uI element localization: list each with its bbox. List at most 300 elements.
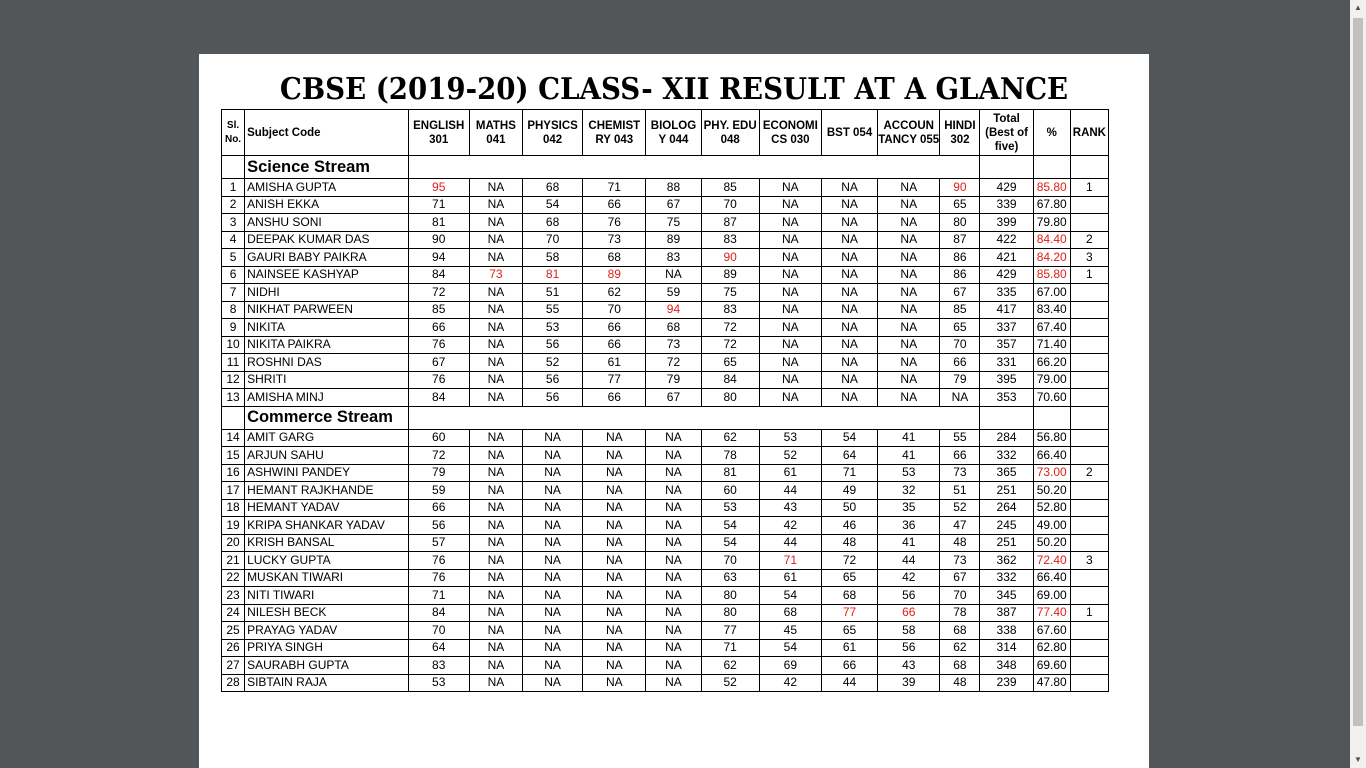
student-name: SIBTAIN RAJA [245, 674, 409, 692]
page-title: CBSE (2019-20) CLASS- XII RESULT AT A GLANCE [279, 72, 1069, 107]
total-cell: 338 [980, 622, 1033, 640]
mark-cell: NA [522, 639, 582, 657]
col-header-total: Total (Best of five) [980, 110, 1033, 156]
mark-cell: NA [469, 534, 522, 552]
mark-cell: 42 [878, 569, 940, 587]
student-name: AMIT GARG [245, 429, 409, 447]
mark-cell: NA [469, 587, 522, 605]
mark-cell: NA [469, 464, 522, 482]
mark-cell: 41 [878, 534, 940, 552]
mark-cell: 52 [522, 354, 582, 372]
student-name: NAINSEE KASHYAP [245, 266, 409, 284]
student-name: ARJUN SAHU [245, 447, 409, 465]
mark-cell: 90 [408, 231, 469, 249]
total-cell: 284 [980, 429, 1033, 447]
mark-cell: 59 [646, 284, 701, 302]
percent-cell: 72.40 [1033, 552, 1070, 570]
stream-total-cell [980, 156, 1033, 179]
mark-cell: NA [821, 214, 877, 232]
mark-cell: NA [469, 447, 522, 465]
mark-cell: 54 [759, 639, 821, 657]
stream-gap-cell [408, 406, 980, 429]
percent-cell: 67.00 [1033, 284, 1070, 302]
percent-cell: 67.60 [1033, 622, 1070, 640]
mark-cell: 64 [408, 639, 469, 657]
student-name: HEMANT RAJKHANDE [245, 482, 409, 500]
sl-cell: 7 [222, 284, 245, 302]
mark-cell: NA [469, 301, 522, 319]
mark-cell: 72 [701, 336, 759, 354]
mark-cell: NA [940, 389, 980, 407]
stream-total-cell [980, 406, 1033, 429]
total-cell: 314 [980, 639, 1033, 657]
mark-cell: 42 [759, 674, 821, 692]
mark-cell: NA [759, 284, 821, 302]
student-name: ANISH EKKA [245, 196, 409, 214]
mark-cell: 68 [522, 179, 582, 197]
mark-cell: NA [583, 517, 646, 535]
mark-cell: NA [469, 179, 522, 197]
table-row [222, 429, 1109, 447]
mark-cell: NA [878, 389, 940, 407]
mark-cell: 55 [940, 429, 980, 447]
mark-cell: 68 [940, 657, 980, 675]
mark-cell: 88 [646, 179, 701, 197]
mark-cell: 61 [759, 569, 821, 587]
student-name: ANSHU SONI [245, 214, 409, 232]
mark-cell: NA [469, 214, 522, 232]
rank-cell: 1 [1070, 266, 1108, 284]
mark-cell: 84 [408, 266, 469, 284]
sl-cell: 22 [222, 569, 245, 587]
mark-cell: 70 [522, 231, 582, 249]
rank-cell [1070, 657, 1108, 675]
mark-cell: NA [583, 569, 646, 587]
mark-cell: 41 [878, 447, 940, 465]
mark-cell: 79 [646, 371, 701, 389]
sl-cell: 15 [222, 447, 245, 465]
total-cell: 251 [980, 534, 1033, 552]
table-row [222, 517, 1109, 535]
mark-cell: 52 [759, 447, 821, 465]
table-row [222, 552, 1109, 570]
mark-cell: NA [646, 552, 701, 570]
mark-cell: 56 [408, 517, 469, 535]
student-name: MUSKAN TIWARI [245, 569, 409, 587]
mark-cell: 83 [646, 249, 701, 267]
mark-cell: 66 [878, 604, 940, 622]
mark-cell: 61 [759, 464, 821, 482]
total-cell: 429 [980, 266, 1033, 284]
student-name: KRISH BANSAL [245, 534, 409, 552]
mark-cell: 66 [583, 196, 646, 214]
col-header-subject-code: Subject Code [245, 110, 409, 156]
student-name: DEEPAK KUMAR DAS [245, 231, 409, 249]
mark-cell: 66 [821, 657, 877, 675]
sl-cell: 1 [222, 179, 245, 197]
mark-cell: NA [583, 587, 646, 605]
table-row [222, 447, 1109, 465]
table-row [222, 179, 1109, 197]
student-name: ROSHNI DAS [245, 354, 409, 372]
student-name: KRIPA SHANKAR YADAV [245, 517, 409, 535]
mark-cell: 58 [878, 622, 940, 640]
sl-cell: 16 [222, 464, 245, 482]
mark-cell: 54 [701, 534, 759, 552]
table-row [222, 284, 1109, 302]
sl-cell: 2 [222, 196, 245, 214]
stream-rank-cell [1070, 156, 1108, 179]
mark-cell: 62 [583, 284, 646, 302]
stream-pct-cell [1033, 406, 1070, 429]
mark-cell: 65 [940, 319, 980, 337]
vertical-scrollbar[interactable] [1350, 0, 1366, 768]
rank-cell [1070, 587, 1108, 605]
table-row [222, 354, 1109, 372]
mark-cell: 72 [408, 284, 469, 302]
mark-cell: NA [583, 639, 646, 657]
stream-gap-cell [408, 156, 980, 179]
mark-cell: 55 [522, 301, 582, 319]
mark-cell: 68 [759, 604, 821, 622]
mark-cell: NA [646, 447, 701, 465]
mark-cell: 63 [701, 569, 759, 587]
mark-cell: NA [522, 517, 582, 535]
total-cell: 348 [980, 657, 1033, 675]
student-name: NIKITA [245, 319, 409, 337]
mark-cell: 49 [821, 482, 877, 500]
mark-cell: NA [469, 196, 522, 214]
table-row [222, 266, 1109, 284]
table-row [222, 336, 1109, 354]
table-row [222, 499, 1109, 517]
mark-cell: NA [646, 604, 701, 622]
mark-cell: NA [646, 534, 701, 552]
mark-cell: 57 [408, 534, 469, 552]
total-cell: 395 [980, 371, 1033, 389]
table-row [222, 569, 1109, 587]
mark-cell: 72 [701, 319, 759, 337]
table-row [222, 249, 1109, 267]
table-row [222, 464, 1109, 482]
mark-cell: 73 [940, 552, 980, 570]
rank-cell [1070, 389, 1108, 407]
mark-cell: 50 [821, 499, 877, 517]
mark-cell: 76 [408, 569, 469, 587]
mark-cell: 70 [701, 196, 759, 214]
sl-cell: 27 [222, 657, 245, 675]
mark-cell: NA [522, 674, 582, 692]
mark-cell: NA [759, 371, 821, 389]
mark-cell: NA [469, 657, 522, 675]
mark-cell: 77 [701, 622, 759, 640]
header-row [222, 110, 1109, 156]
table-row [222, 657, 1109, 675]
rank-cell [1070, 284, 1108, 302]
mark-cell: 61 [821, 639, 877, 657]
table-row [222, 674, 1109, 692]
mark-cell: NA [469, 499, 522, 517]
percent-cell: 70.60 [1033, 389, 1070, 407]
percent-cell: 83.40 [1033, 301, 1070, 319]
mark-cell: 44 [878, 552, 940, 570]
sl-cell: 24 [222, 604, 245, 622]
sl-cell: 3 [222, 214, 245, 232]
mark-cell: 70 [408, 622, 469, 640]
mark-cell: 68 [522, 214, 582, 232]
percent-cell: 69.60 [1033, 657, 1070, 675]
mark-cell: NA [646, 587, 701, 605]
mark-cell: NA [821, 371, 877, 389]
mark-cell: 80 [701, 604, 759, 622]
percent-cell: 85.80 [1033, 266, 1070, 284]
mark-cell: NA [646, 639, 701, 657]
mark-cell: NA [469, 622, 522, 640]
table-row [222, 214, 1109, 232]
col-header-english: ENGLISH 301 [408, 110, 469, 156]
mark-cell: 48 [821, 534, 877, 552]
mark-cell: 65 [821, 622, 877, 640]
mark-cell: 72 [408, 447, 469, 465]
mark-cell: NA [469, 569, 522, 587]
mark-cell: 46 [821, 517, 877, 535]
mark-cell: 41 [878, 429, 940, 447]
mark-cell: NA [878, 249, 940, 267]
mark-cell: 68 [821, 587, 877, 605]
mark-cell: NA [522, 499, 582, 517]
mark-cell: NA [522, 569, 582, 587]
mark-cell: 45 [759, 622, 821, 640]
mark-cell: NA [522, 587, 582, 605]
scroll-down-icon[interactable]: ▼ [1354, 755, 1362, 764]
sl-cell: 26 [222, 639, 245, 657]
sl-cell: 19 [222, 517, 245, 535]
mark-cell: NA [878, 354, 940, 372]
mark-cell: 71 [701, 639, 759, 657]
mark-cell: 56 [878, 639, 940, 657]
mark-cell: 84 [701, 371, 759, 389]
sl-cell: 11 [222, 354, 245, 372]
mark-cell: 89 [646, 231, 701, 249]
mark-cell: 76 [583, 214, 646, 232]
scroll-thumb[interactable] [1353, 18, 1363, 726]
mark-cell: 62 [701, 657, 759, 675]
mark-cell: 61 [583, 354, 646, 372]
percent-cell: 85.80 [1033, 179, 1070, 197]
sl-cell: 6 [222, 266, 245, 284]
document-page [199, 54, 1149, 768]
stream-sl-cell [222, 156, 245, 179]
rank-cell: 3 [1070, 249, 1108, 267]
mark-cell: NA [583, 482, 646, 500]
col-header-bst: BST 054 [821, 110, 877, 156]
percent-cell: 50.20 [1033, 482, 1070, 500]
mark-cell: NA [646, 464, 701, 482]
mark-cell: 79 [940, 371, 980, 389]
mark-cell: 85 [408, 301, 469, 319]
mark-cell: NA [878, 284, 940, 302]
mark-cell: 54 [522, 196, 582, 214]
sl-cell: 8 [222, 301, 245, 319]
mark-cell: 67 [646, 196, 701, 214]
mark-cell: 42 [759, 517, 821, 535]
mark-cell: NA [878, 179, 940, 197]
rank-cell: 2 [1070, 464, 1108, 482]
mark-cell: 52 [701, 674, 759, 692]
sl-cell: 25 [222, 622, 245, 640]
mark-cell: 54 [759, 587, 821, 605]
mark-cell: 73 [469, 266, 522, 284]
mark-cell: NA [522, 552, 582, 570]
mark-cell: 83 [701, 301, 759, 319]
mark-cell: NA [583, 657, 646, 675]
mark-cell: 51 [940, 482, 980, 500]
mark-cell: 56 [522, 336, 582, 354]
rank-cell [1070, 336, 1108, 354]
mark-cell: 44 [759, 482, 821, 500]
stream-name: Commerce Stream [245, 406, 409, 429]
table-row [222, 319, 1109, 337]
mark-cell: 43 [878, 657, 940, 675]
total-cell: 332 [980, 447, 1033, 465]
total-cell: 345 [980, 587, 1033, 605]
rank-cell [1070, 354, 1108, 372]
mark-cell: NA [821, 284, 877, 302]
mark-cell: NA [469, 319, 522, 337]
percent-cell: 56.80 [1033, 429, 1070, 447]
mark-cell: NA [646, 517, 701, 535]
mark-cell: 80 [940, 214, 980, 232]
scroll-up-icon[interactable]: ▲ [1354, 3, 1362, 12]
stream-header-row [222, 156, 1109, 179]
mark-cell: NA [583, 674, 646, 692]
student-name: ASHWINI PANDEY [245, 464, 409, 482]
student-name: NIKITA PAIKRA [245, 336, 409, 354]
mark-cell: NA [469, 674, 522, 692]
mark-cell: NA [469, 371, 522, 389]
mark-cell: NA [522, 604, 582, 622]
mark-cell: NA [469, 284, 522, 302]
mark-cell: NA [878, 266, 940, 284]
total-cell: 353 [980, 389, 1033, 407]
student-name: LUCKY GUPTA [245, 552, 409, 570]
mark-cell: 66 [940, 447, 980, 465]
mark-cell: 72 [646, 354, 701, 372]
student-name: NILESH BECK [245, 604, 409, 622]
percent-cell: 84.20 [1033, 249, 1070, 267]
percent-cell: 50.20 [1033, 534, 1070, 552]
mark-cell: NA [759, 179, 821, 197]
rank-cell: 2 [1070, 231, 1108, 249]
table-row [222, 196, 1109, 214]
mark-cell: 80 [701, 587, 759, 605]
total-cell: 365 [980, 464, 1033, 482]
mark-cell: NA [646, 266, 701, 284]
mark-cell: NA [821, 354, 877, 372]
mark-cell: 85 [701, 179, 759, 197]
student-name: PRIYA SINGH [245, 639, 409, 657]
total-cell: 362 [980, 552, 1033, 570]
rank-cell [1070, 214, 1108, 232]
mark-cell: 94 [408, 249, 469, 267]
mark-cell: 81 [522, 266, 582, 284]
table-row [222, 371, 1109, 389]
sl-cell: 21 [222, 552, 245, 570]
mark-cell: NA [821, 249, 877, 267]
sl-cell: 10 [222, 336, 245, 354]
col-header-sl: Sl. No. [222, 110, 245, 156]
sl-cell: 28 [222, 674, 245, 692]
mark-cell: 60 [701, 482, 759, 500]
table-row [222, 482, 1109, 500]
percent-cell: 49.00 [1033, 517, 1070, 535]
mark-cell: 43 [759, 499, 821, 517]
student-name: NIKHAT PARWEEN [245, 301, 409, 319]
mark-cell: 73 [583, 231, 646, 249]
mark-cell: NA [583, 552, 646, 570]
mark-cell: 48 [940, 674, 980, 692]
mark-cell: NA [583, 429, 646, 447]
student-name: HEMANT YADAV [245, 499, 409, 517]
mark-cell: 70 [940, 336, 980, 354]
mark-cell: 87 [940, 231, 980, 249]
mark-cell: 68 [583, 249, 646, 267]
table-row [222, 604, 1109, 622]
mark-cell: 32 [878, 482, 940, 500]
mark-cell: 89 [701, 266, 759, 284]
total-cell: 337 [980, 319, 1033, 337]
mark-cell: NA [522, 429, 582, 447]
mark-cell: NA [878, 371, 940, 389]
mark-cell: NA [583, 622, 646, 640]
mark-cell: 66 [583, 389, 646, 407]
mark-cell: 76 [408, 552, 469, 570]
mark-cell: 81 [408, 214, 469, 232]
mark-cell: NA [821, 196, 877, 214]
mark-cell: 56 [878, 587, 940, 605]
mark-cell: 78 [701, 447, 759, 465]
mark-cell: 90 [940, 179, 980, 197]
total-cell: 339 [980, 196, 1033, 214]
sl-cell: 4 [222, 231, 245, 249]
rank-cell [1070, 499, 1108, 517]
mark-cell: 72 [821, 552, 877, 570]
mark-cell: 53 [408, 674, 469, 692]
percent-cell: 73.00 [1033, 464, 1070, 482]
total-cell: 422 [980, 231, 1033, 249]
total-cell: 264 [980, 499, 1033, 517]
mark-cell: NA [522, 464, 582, 482]
mark-cell: 70 [583, 301, 646, 319]
mark-cell: 66 [408, 319, 469, 337]
col-header-phy-edu: PHY. EDU 048 [701, 110, 759, 156]
total-cell: 399 [980, 214, 1033, 232]
mark-cell: 67 [940, 569, 980, 587]
mark-cell: 87 [701, 214, 759, 232]
mark-cell: 84 [408, 389, 469, 407]
rank-cell [1070, 569, 1108, 587]
mark-cell: 66 [583, 336, 646, 354]
mark-cell: NA [759, 354, 821, 372]
mark-cell: NA [583, 534, 646, 552]
mark-cell: 62 [701, 429, 759, 447]
mark-cell: 75 [701, 284, 759, 302]
mark-cell: 53 [878, 464, 940, 482]
mark-cell: 90 [701, 249, 759, 267]
stream-rank-cell [1070, 406, 1108, 429]
total-cell: 421 [980, 249, 1033, 267]
col-header-rank: RANK [1070, 110, 1108, 156]
